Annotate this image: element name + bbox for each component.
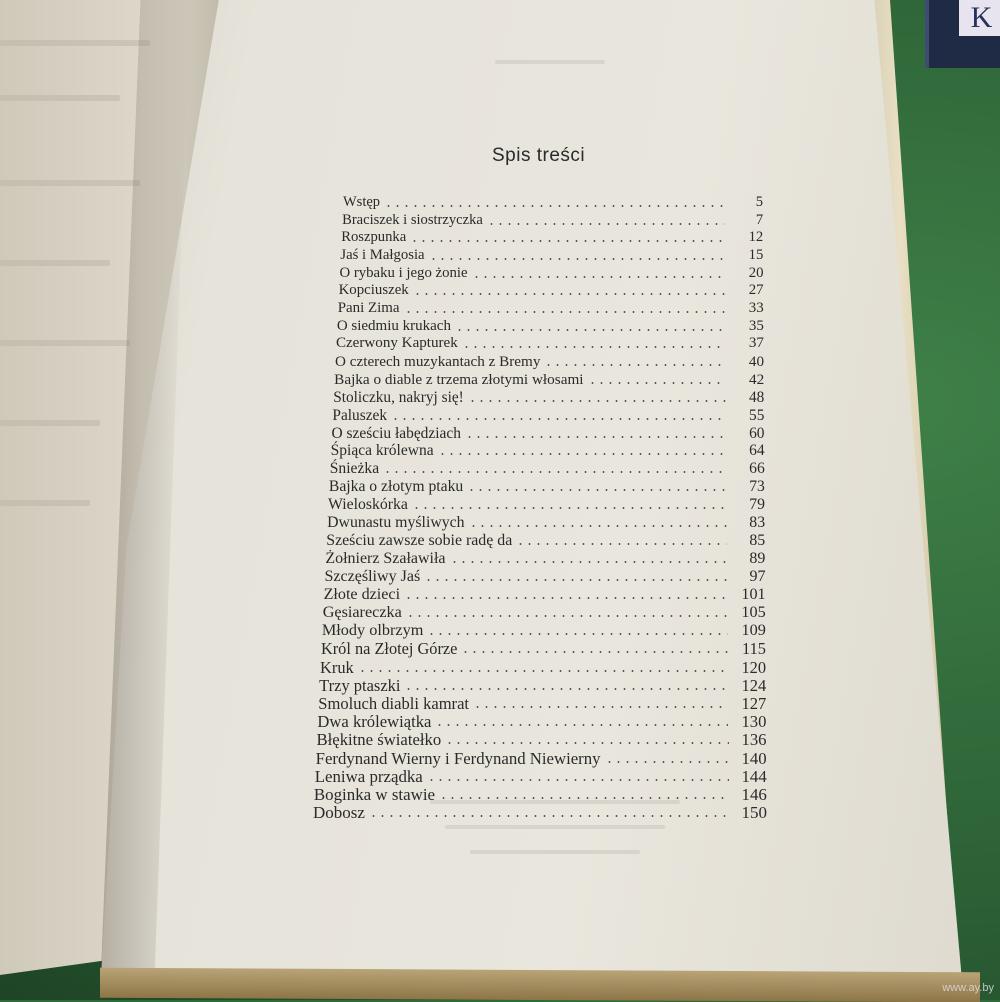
toc-entry-title: Ferdynand Wierny i Ferdynand Niewierny <box>315 748 601 768</box>
toc-entry-page: 20 <box>748 264 764 281</box>
toc-entry-page: 140 <box>741 748 767 768</box>
toc-entry-title: Smoluch diabli kamrat <box>318 693 470 713</box>
toc-entry-title: O sześciu łabędziach <box>331 424 461 442</box>
toc-title: Spis treści <box>492 145 586 166</box>
toc-entry-title: Kopciuszek <box>338 282 409 299</box>
bleed-through-text <box>0 260 110 266</box>
toc-entry-title: Dwa królewiątka <box>317 712 432 732</box>
toc-entry-page: 79 <box>749 496 765 514</box>
toc-entry-title: Król na Złotej Górze <box>320 639 458 659</box>
toc-entry-page: 15 <box>748 246 764 263</box>
toc-entry-page: 101 <box>741 586 766 604</box>
bleed-through-text <box>0 40 150 46</box>
toc-entry-page: 33 <box>748 299 764 316</box>
toc-entry-page: 73 <box>749 478 765 496</box>
toc-entry-title: Błękitne światełko <box>316 730 442 750</box>
bleed-through-text <box>470 850 640 854</box>
toc-entry-page: 27 <box>748 282 764 299</box>
toc-entry-title: Czerwony Kapturek <box>335 335 458 352</box>
toc-entry-page: 144 <box>741 766 767 786</box>
toc-entry-title: Sześciu zawsze sobie radę da <box>326 532 513 550</box>
toc-entry-page: 136 <box>741 730 767 750</box>
toc-entry-title: Żołnierz Szaławiła <box>325 550 446 568</box>
toc-entry-title: Wstęp <box>343 194 381 210</box>
toc-entry-page: 40 <box>748 353 765 371</box>
toc-entry-title: Roszpunka <box>341 229 407 246</box>
toc-entry-page: 5 <box>755 194 763 210</box>
toc-entry-title: Wieloskórka <box>328 496 408 514</box>
toc-entry-page: 48 <box>748 388 765 406</box>
toc-entry-page: 35 <box>748 317 764 334</box>
toc-entry-title: Bajka o diable z trzema złotymi włosami <box>334 371 584 389</box>
toc-entry-title: Trzy ptaszki <box>319 675 401 695</box>
other-book-corner <box>925 0 1000 68</box>
toc-entry-title: O rybaku i jego żonie <box>339 264 468 281</box>
toc-entry-page: 127 <box>741 693 767 713</box>
toc-entry-page: 42 <box>748 371 765 389</box>
toc-entry-title: Stoliczku, nakryj się! <box>333 388 464 406</box>
toc-entry-title: Braciszek i siostrzyczka <box>342 211 483 228</box>
toc-entry-title: Leniwa prządka <box>314 766 423 786</box>
bleed-through-text <box>445 825 665 829</box>
toc-entry-title: Bajka o złotym ptaku <box>328 478 464 496</box>
toc-entry-page: 83 <box>749 514 766 532</box>
toc-entry-title: O siedmiu krukach <box>336 317 451 334</box>
toc-entry-page: 150 <box>741 803 767 823</box>
toc-entry-page: 109 <box>741 621 766 640</box>
book-bottom-edge <box>100 968 980 1002</box>
toc-entry-title: Dwunastu myśliwych <box>327 514 465 532</box>
toc-entry-title: Boginka w stawie <box>313 785 436 805</box>
toc-entry-title: Śnieżka <box>329 460 380 478</box>
toc-entry-title: Śpiąca królewna <box>330 442 434 460</box>
toc-entry-page: 124 <box>741 675 767 695</box>
bleed-through-text <box>430 800 680 804</box>
toc-entry-page: 37 <box>748 335 764 352</box>
bleed-through-text <box>0 420 100 426</box>
other-book-spine-letters: K <box>959 0 1000 36</box>
watermark: www.ay.by <box>942 982 994 994</box>
bleed-through-text <box>495 60 605 64</box>
toc-entry-page: 146 <box>741 785 767 805</box>
bleed-through-text <box>0 500 90 506</box>
toc-entry-page: 7 <box>755 211 764 228</box>
toc-entry-title: Paluszek <box>332 406 388 424</box>
toc-entry-page: 97 <box>749 568 766 586</box>
bleed-through-text <box>0 340 130 346</box>
toc-entry-title: Gęsiareczka <box>322 603 402 622</box>
bleed-through-text <box>0 180 140 186</box>
toc-entry-title: Szczęśliwy Jaś <box>324 568 421 586</box>
toc-entry-title: Złote dzieci <box>323 586 401 604</box>
toc-entry-title: O czterech muzykantach z Bremy <box>335 353 541 371</box>
toc-entry-title: Jaś i Małgosia <box>340 246 425 263</box>
toc-entry-page: 89 <box>749 550 766 568</box>
toc-entry-page: 64 <box>749 442 765 460</box>
toc-entry-page: 60 <box>749 424 765 442</box>
toc-entry-title: Dobosz <box>313 803 365 823</box>
toc-entry-page: 120 <box>741 657 767 677</box>
toc-entry-title: Kruk <box>320 657 354 677</box>
toc-entry-page: 55 <box>749 406 765 424</box>
toc-entry-page: 130 <box>741 712 767 732</box>
toc-entry-page: 105 <box>741 603 766 622</box>
toc-entry-title: Pani Zima <box>337 299 400 316</box>
toc-entry-title: Młody olbrzym <box>321 621 424 640</box>
toc-entry-page: 66 <box>749 460 765 478</box>
toc-entry-page: 12 <box>748 229 764 246</box>
bleed-through-text <box>0 95 120 101</box>
toc-entry-page: 115 <box>742 639 766 659</box>
toc-entry-page: 85 <box>749 532 766 550</box>
